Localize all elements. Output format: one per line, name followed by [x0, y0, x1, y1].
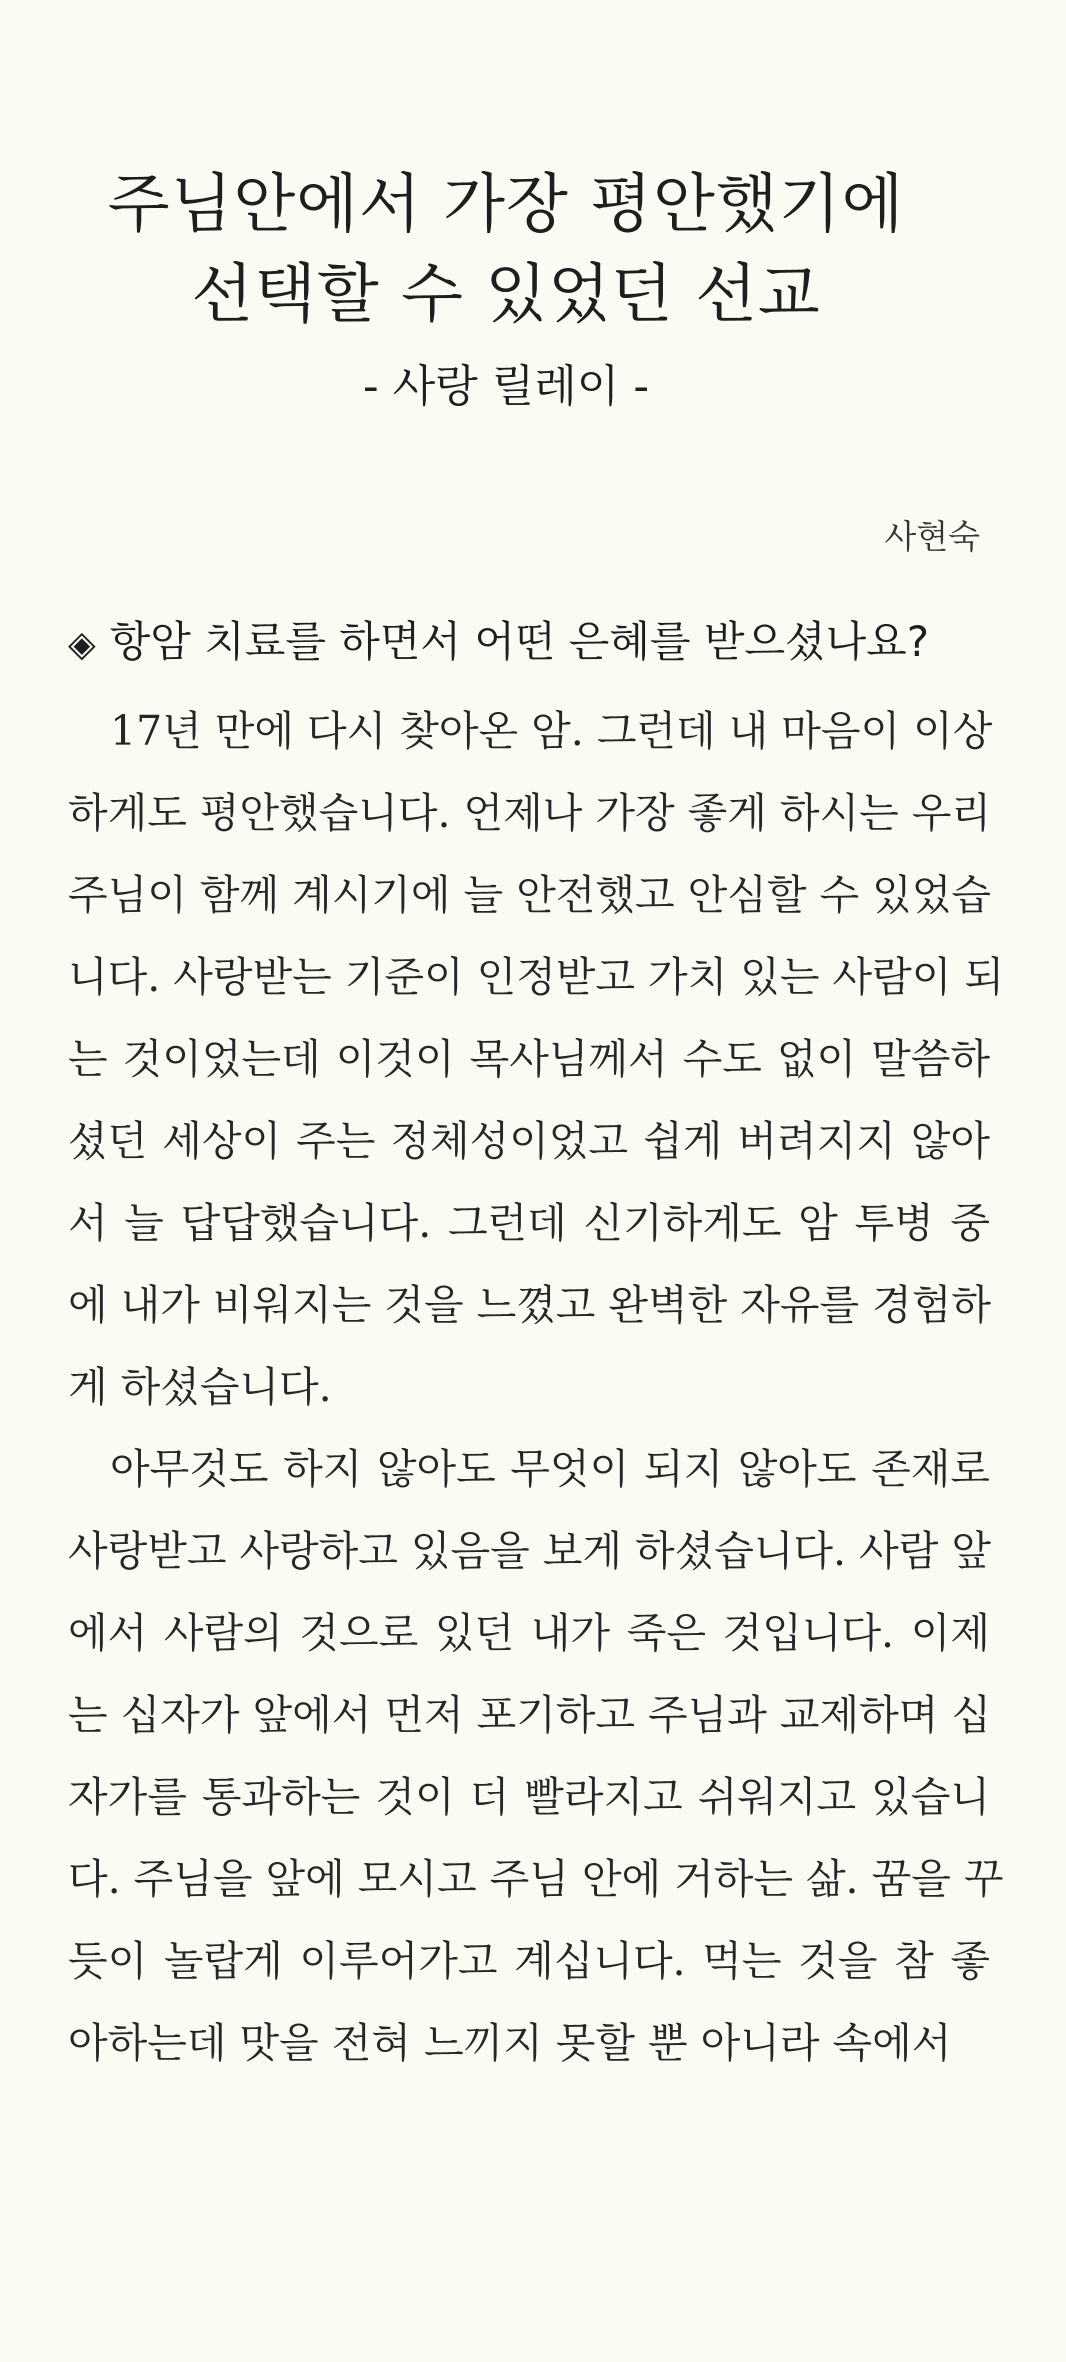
title-line-2: 선택할 수 있었던 선교	[191, 258, 821, 332]
body-line: 아무것도 하지 않아도 무엇이 되지 않아도 존재로	[110, 1445, 990, 1493]
body-line: 에 내가 비워지는 것을 느꼈고 완벽한 자유를 경험하	[68, 1281, 991, 1329]
title-line-1: 주님안에서 가장 평안했기에	[107, 168, 905, 242]
body-line: 니다. 사랑받는 기준이 인정받고 가치 있는 사람이 되	[68, 953, 1004, 1001]
question-heading	[68, 612, 1008, 675]
body-line: 사랑받고 사랑하고 있음을 보게 하셨습니다. 사람 앞	[68, 1527, 991, 1575]
body-line: 는 십자가 앞에서 먼저 포기하고 주님과 교제하며 십	[68, 1691, 991, 1739]
body-line: 는 것이었는데 이것이 목사님께서 수도 없이 말씀하	[68, 1035, 990, 1083]
body-line: 서 늘 답답했습니다. 그런데 신기하게도 암 투병 중	[68, 1199, 990, 1247]
article-title	[0, 160, 1012, 340]
body-line: 셨던 세상이 주는 정체성이었고 쉽게 버려지지 않아	[68, 1117, 990, 1165]
body-line: 자가를 통과하는 것이 더 빨라지고 쉬워지고 있습니	[68, 1773, 990, 1821]
body-line: 아하는데 맛을 전혀 느끼지 못할 뿐 아니라 속에서	[68, 2019, 952, 2067]
body-line: 주님이 함께 계시기에 늘 안전했고 안심할 수 있었습	[68, 871, 991, 919]
body-text	[68, 690, 1004, 2084]
article-subtitle: - 사랑 릴레이 -	[362, 361, 650, 412]
body-line: 다. 주님을 앞에 모시고 주님 안에 거하는 삶. 꿈을 꾸	[68, 1855, 1004, 1903]
body-line: 듯이 놀랍게 이루어가고 계십니다. 먹는 것을 참 좋	[68, 1937, 990, 1985]
body-line: 17년 만에 다시 찾아온 암. 그런데 내 마음이 이상	[110, 707, 993, 755]
body-line: 하게도 평안했습니다. 언제나 가장 좋게 하시는 우리	[68, 789, 991, 837]
body-line: 에서 사람의 것으로 있던 내가 죽은 것입니다. 이제	[68, 1609, 990, 1657]
question-text: 항암 치료를 하면서 어떤 은혜를 받으셨나요?	[109, 617, 930, 666]
body-line: 게 하셨습니다.	[68, 1363, 332, 1411]
diamond-bullet-icon: ◈	[68, 624, 96, 665]
author-name: 사현숙	[884, 517, 980, 556]
